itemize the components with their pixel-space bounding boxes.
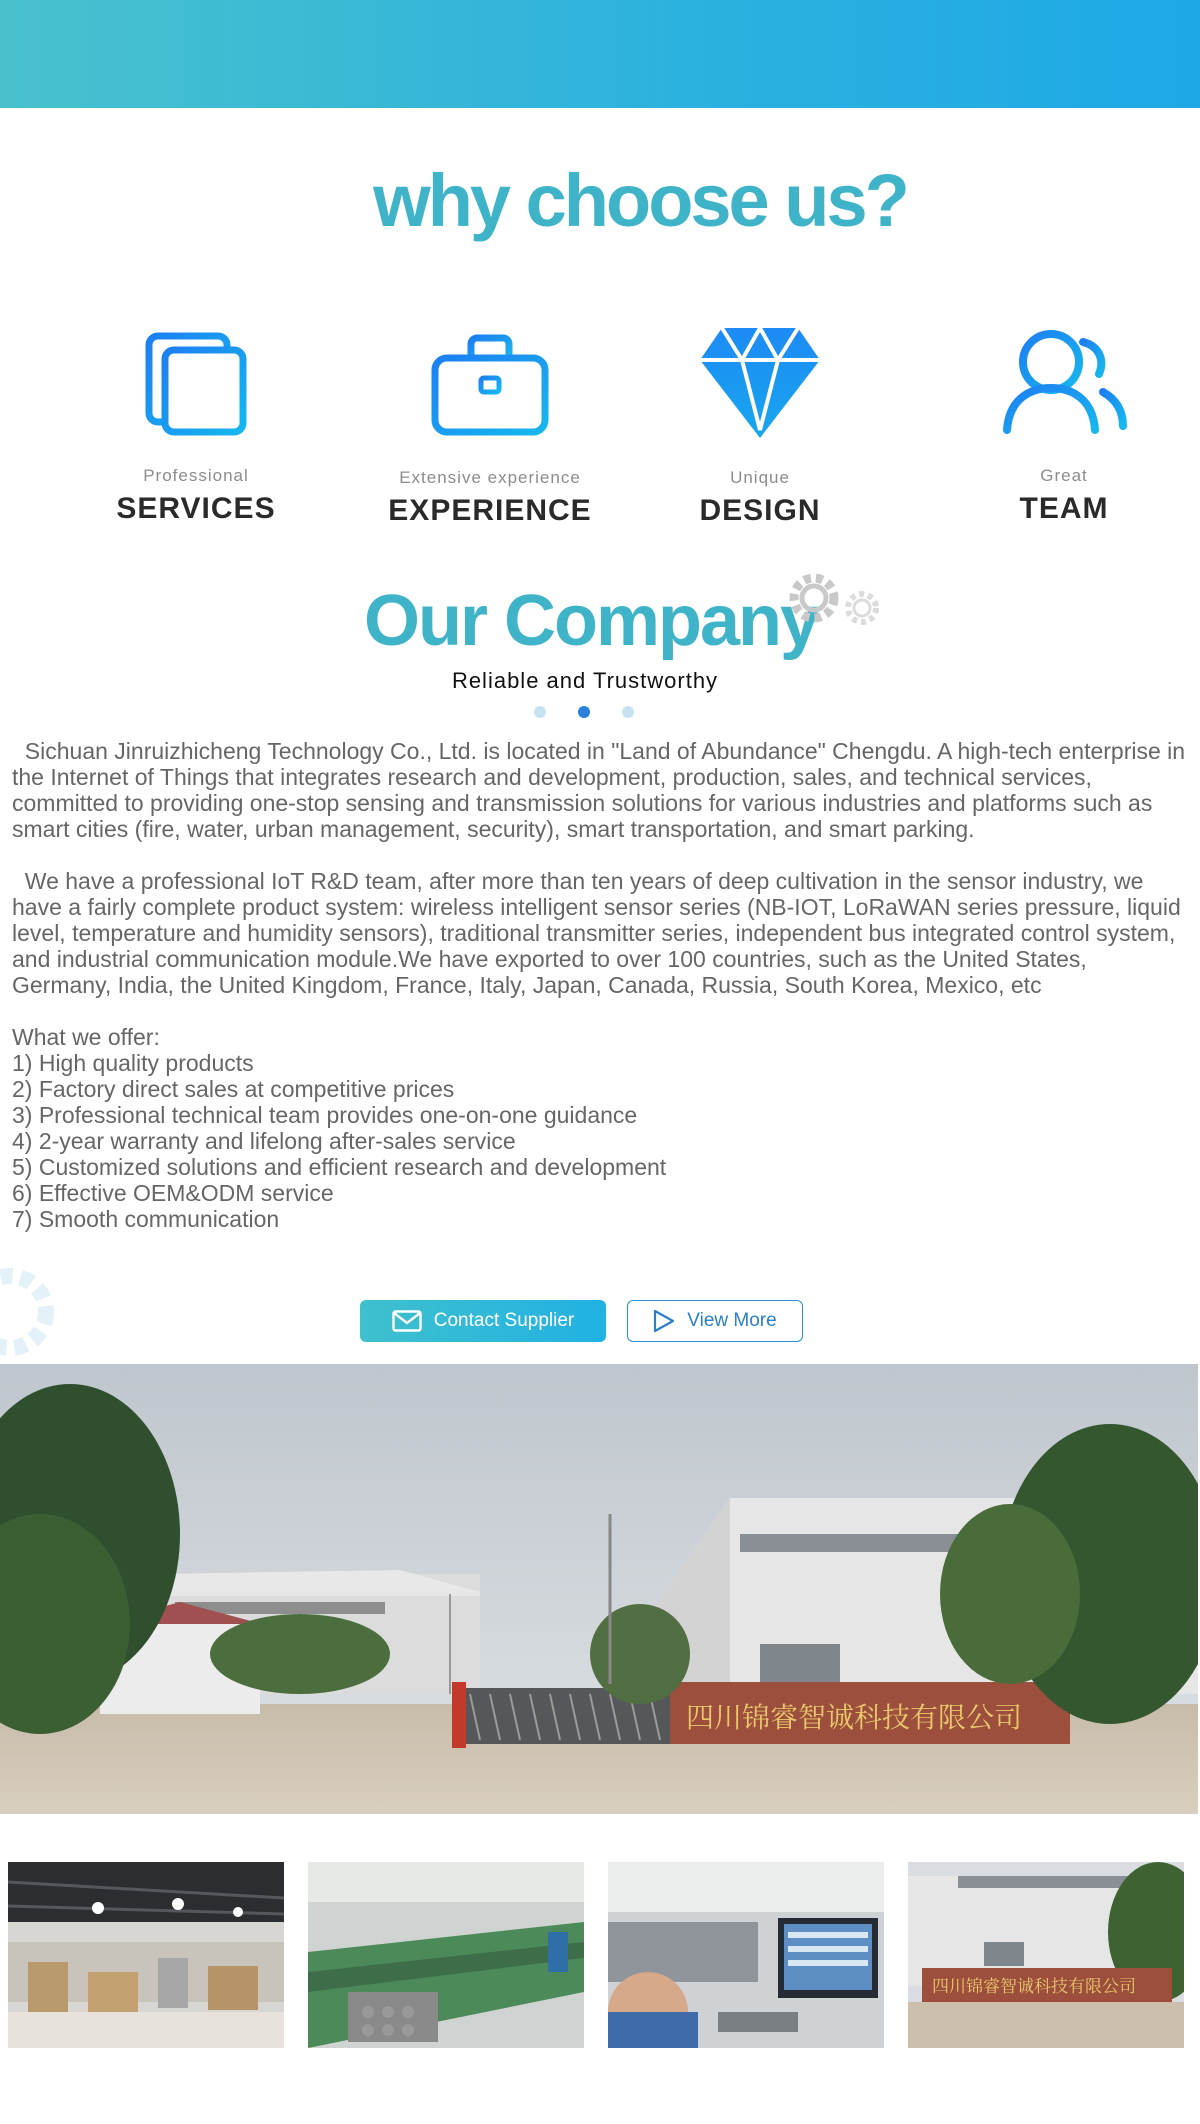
diamond-icon: [698, 326, 822, 440]
document-stack-icon: [141, 328, 251, 440]
feature-design: [630, 326, 890, 528]
offer-item: 1) High quality products: [12, 1050, 254, 1076]
carousel-dot-active[interactable]: [578, 706, 590, 718]
carousel-dot[interactable]: [622, 706, 634, 718]
company-subtitle: Reliable and Trustworthy: [451, 668, 719, 693]
feature-services-subtitle: Professional: [143, 466, 249, 485]
users-icon: [999, 326, 1129, 438]
feature-team-title: TEAM: [1019, 492, 1109, 525]
company-description: [12, 738, 1192, 1232]
warehouse-photo: [8, 1862, 284, 2048]
production-line-photo: [308, 1862, 584, 2048]
feature-experience: [360, 334, 620, 528]
contact-supplier-label: Contact Supplier: [433, 1310, 575, 1331]
offer-item: 6) Effective OEM&ODM service: [12, 1180, 334, 1206]
offer-item: 7) Smooth communication: [12, 1206, 280, 1232]
factory-exterior-photo: [908, 1862, 1184, 2048]
offer-title: What we offer:: [12, 1024, 160, 1050]
offer-item: 4) 2-year warranty and lifelong after-sales service: [12, 1128, 516, 1154]
testing-lab-photo: [608, 1862, 884, 2048]
feature-experience-title: EXPERIENCE: [388, 494, 592, 527]
company-title: Our Company: [364, 581, 819, 661]
background-gear-icon: [0, 1262, 60, 1362]
contact-supplier-button[interactable]: [360, 1300, 606, 1342]
company-paragraph-1: Sichuan Jinruizhicheng Technology Co., Ltd. is located in "Land of Abundance" Chengdu. A high-tech enterprise in the Internet of Things that integrates research and development, production, sales, and technical services, committed to providing one-stop sensing and transmission solutions for various industries and platforms such as smart cities (fire, water, urban management, security), smart transportation, and smart parking.: [12, 738, 1192, 842]
company-paragraph-2: We have a professional IoT R&D team, after more than ten years of deep cultivation in the sensor industry, we have a fairly complete product system: wireless intelligent sensor series (NB-IOT, LoRaWAN series pressure, liquid level, temperature and humidity sensors), traditional transmitter series, independent bus integrated control system, and industrial communication module.We have exported to over 100 countries, such as the United States, Germany, India, the United Kingdom, France, Italy, Japan, Canada, Russia, South Korea, Mexico, etc: [12, 868, 1188, 998]
top-banner: [0, 0, 1200, 108]
feature-experience-subtitle: Extensive experience: [399, 468, 581, 487]
feature-design-title: DESIGN: [699, 494, 821, 527]
feature-team-subtitle: Great: [1040, 466, 1088, 485]
why-choose-us-heading: why choose us?: [373, 159, 907, 242]
offer-item: 2) Factory direct sales at competitive prices: [12, 1076, 455, 1102]
feature-team: [934, 326, 1194, 526]
offer-item: 3) Professional technical team provides one-on-one guidance: [12, 1102, 638, 1128]
view-more-label: View More: [687, 1310, 777, 1331]
envelope-icon: [392, 1310, 422, 1332]
play-icon: [653, 1309, 675, 1333]
view-more-button[interactable]: [627, 1300, 803, 1342]
factory-sign-text: 四川锦睿智诚科技有限公司: [686, 1701, 1023, 1734]
factory-sign-text-small: 四川锦睿智诚科技有限公司: [932, 1977, 1136, 1997]
gears-icon: [780, 560, 890, 640]
factory-photo: [0, 1364, 1198, 1814]
feature-services-title: SERVICES: [116, 492, 276, 525]
briefcase-icon: [429, 334, 551, 440]
carousel-dot[interactable]: [534, 706, 546, 718]
offer-item: 5) Customized solutions and efficient research and development: [12, 1154, 667, 1180]
feature-services: [66, 328, 326, 526]
feature-design-subtitle: Unique: [730, 468, 790, 487]
